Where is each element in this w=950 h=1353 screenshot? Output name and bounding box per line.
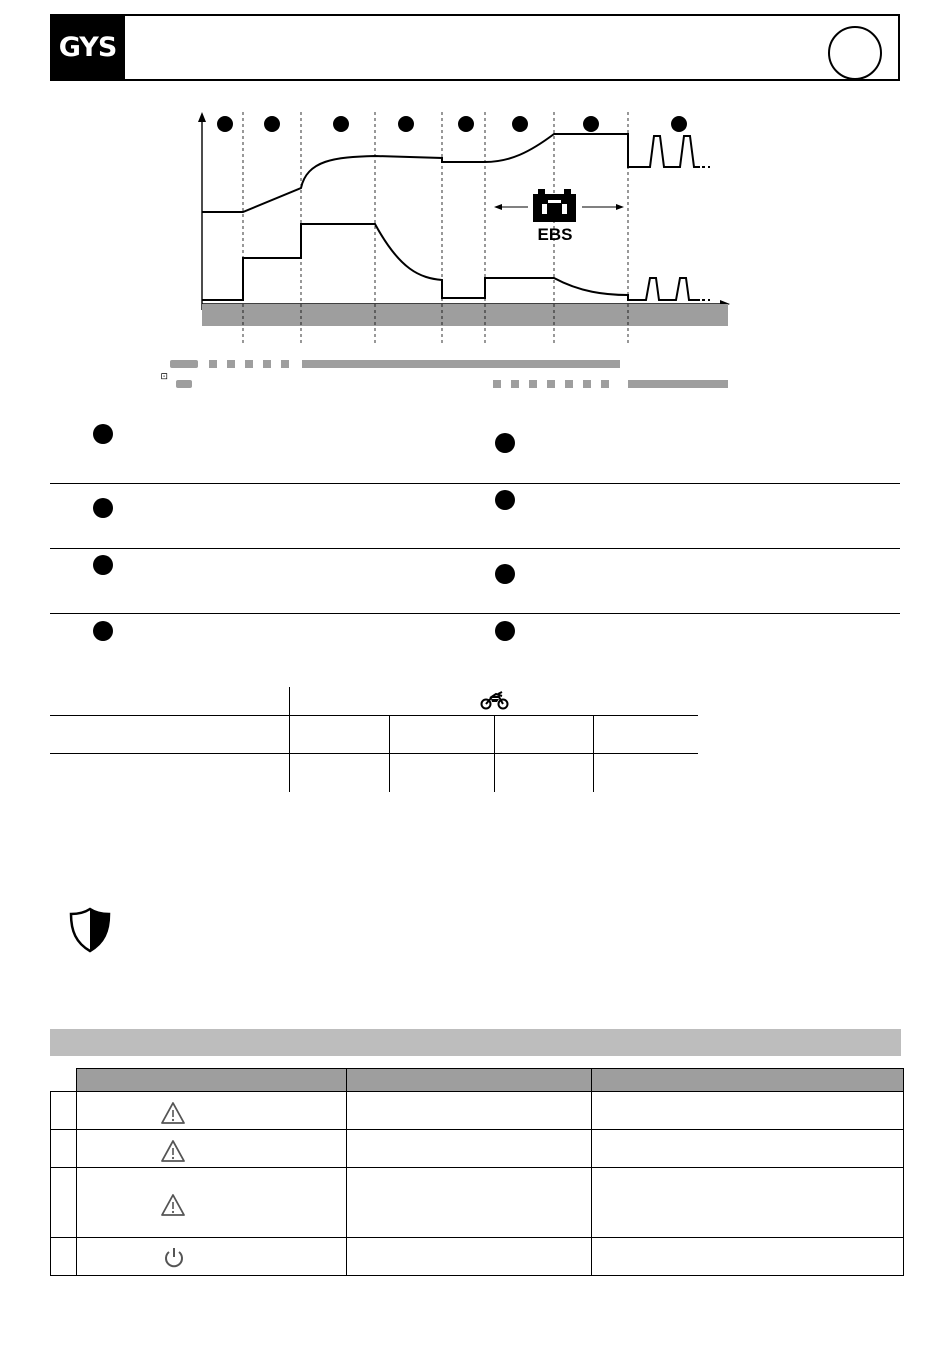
step-marker-7	[583, 116, 599, 132]
warning-triangle-icon	[160, 1139, 186, 1163]
ebs-label: EBS	[537, 225, 573, 244]
page-header	[50, 14, 900, 81]
table-col-divider-2	[389, 715, 390, 792]
gys-logo: GYS	[52, 16, 123, 79]
language-badge	[828, 26, 882, 80]
voltage-curve	[202, 134, 700, 212]
table-col-divider-4	[593, 715, 594, 792]
step-marker-4	[398, 116, 414, 132]
led-row-1-blink	[209, 360, 289, 368]
step-marker-3	[333, 116, 349, 132]
led-row-1-start	[170, 360, 198, 368]
led-row-2-start	[176, 380, 192, 388]
table-header-cell-1	[76, 1069, 346, 1092]
battery-icon	[533, 189, 576, 222]
row-divider-1	[50, 483, 900, 484]
section-title-band	[50, 1029, 901, 1056]
led-symbol: ⊡	[160, 372, 170, 380]
step-2-dot	[93, 498, 113, 518]
step-4-dot	[93, 621, 113, 641]
step-marker-2	[264, 116, 280, 132]
charge-curve-diagram	[150, 100, 750, 400]
table-row	[51, 1130, 904, 1168]
error-table	[50, 1068, 904, 1276]
table-row	[51, 1168, 904, 1238]
step-3-dot	[93, 555, 113, 575]
table-line-2	[50, 753, 698, 754]
power-icon	[162, 1246, 186, 1270]
step-5-dot	[495, 433, 515, 453]
step-markers	[217, 116, 687, 132]
logo-divider	[123, 16, 125, 79]
step-7-dot	[495, 564, 515, 584]
table-line-1	[50, 715, 698, 716]
step-marker-1	[217, 116, 233, 132]
step-marker-5	[458, 116, 474, 132]
row-divider-3	[50, 613, 900, 614]
table-header-cell-3	[591, 1069, 903, 1092]
shield-icon	[68, 907, 112, 953]
time-bar	[202, 304, 728, 326]
led-row-2-blink	[493, 380, 609, 388]
led-row-1-steady	[302, 360, 620, 368]
table-row	[51, 1092, 904, 1130]
y-axis-arrow	[198, 112, 206, 122]
step-marker-8	[671, 116, 687, 132]
step-6-dot	[495, 490, 515, 510]
table-col-divider-main	[289, 687, 290, 792]
step-1-dot	[93, 424, 113, 444]
current-curve	[202, 224, 700, 300]
table-header-cell-2	[346, 1069, 591, 1092]
step-marker-6	[512, 116, 528, 132]
step-8-dot	[495, 621, 515, 641]
motorcycle-icon	[480, 690, 510, 710]
row-divider-2	[50, 548, 900, 549]
warning-triangle-icon	[160, 1101, 186, 1125]
warning-triangle-icon	[160, 1193, 186, 1217]
table-col-divider-3	[494, 715, 495, 792]
led-row-2-steady	[628, 380, 728, 388]
table-row	[51, 1238, 904, 1276]
